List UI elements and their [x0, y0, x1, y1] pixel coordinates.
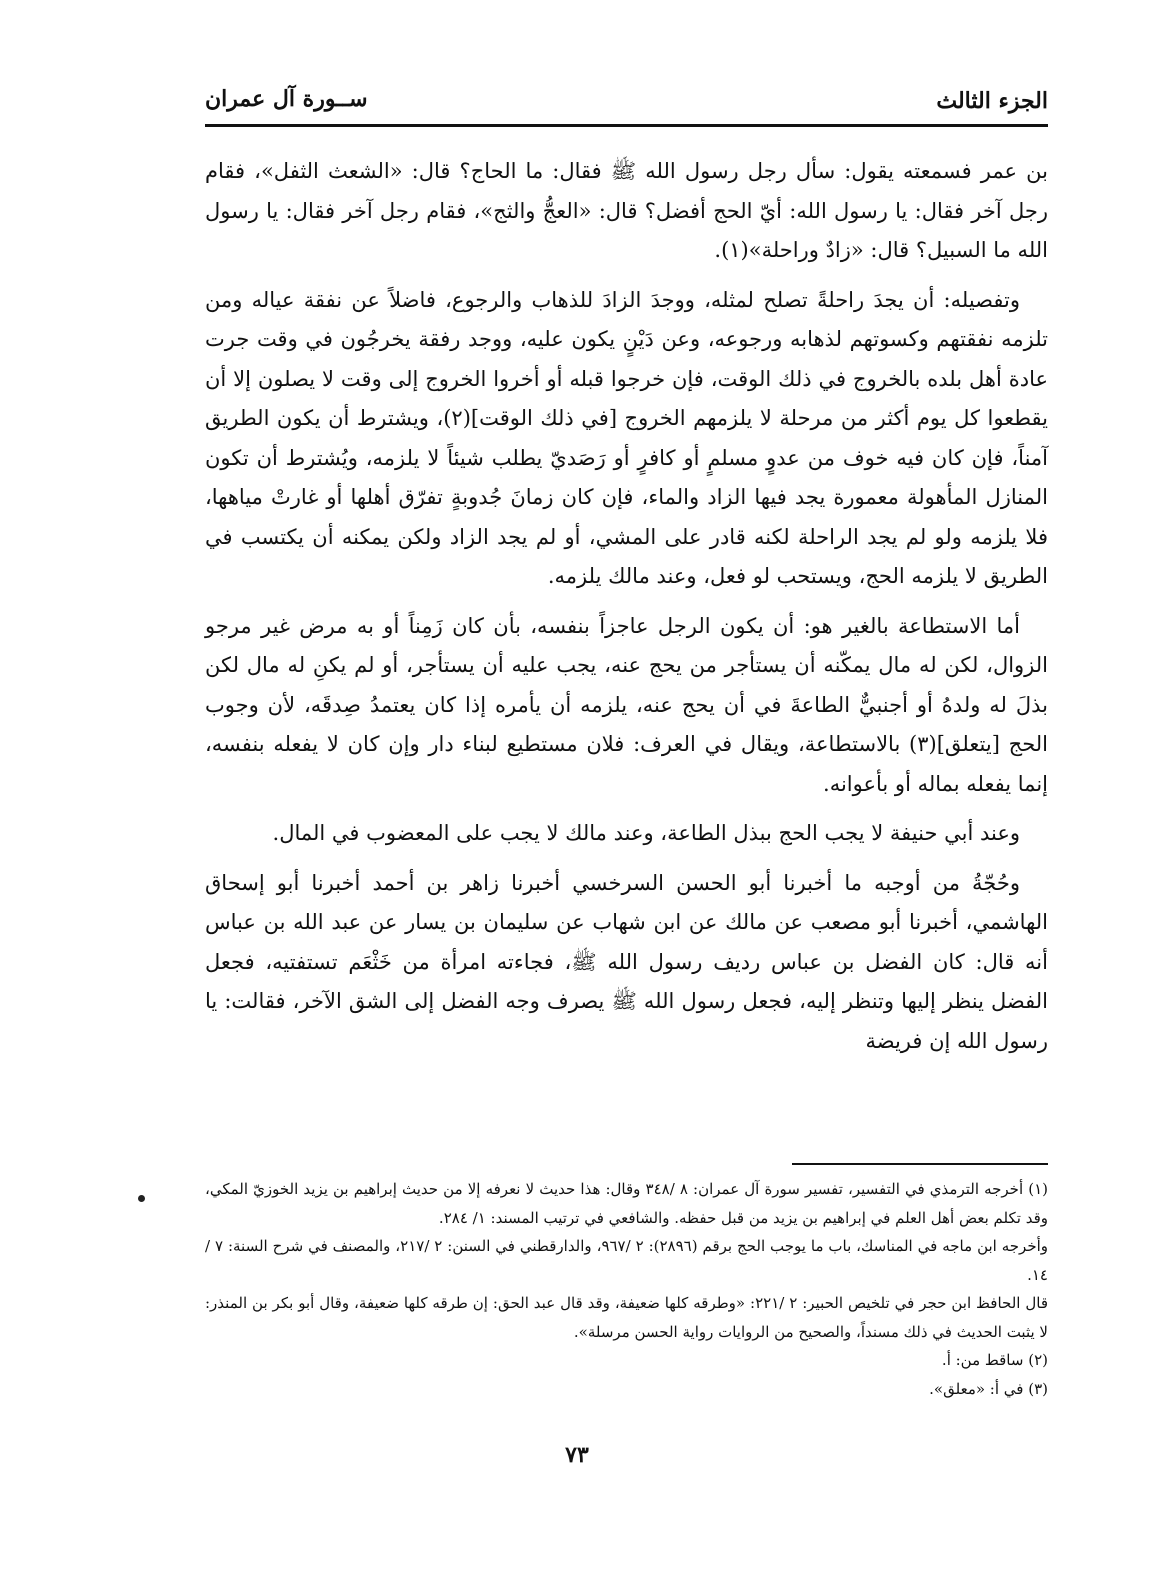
footnotes: [205, 1175, 1048, 1403]
footnote: وأخرجه ابن ماجه في المناسك، باب ما يوجب الحج برقم (٢٨٩٦): ٢ /٩٦٧، والدارقطني في السنن: ٢ /٢١٧، والمصنف في شرح السنة: ٧ /١٤.: [205, 1237, 1049, 1284]
scan-speck: [138, 1195, 145, 1202]
footnote-separator: [792, 1163, 1048, 1165]
surah-title: ســورة آل عمران: [205, 86, 368, 112]
page-number: ٧٣: [565, 1442, 589, 1468]
paragraph: وتفصيله: أن يجدَ راحلةً تصلح لمثله، ووجدَ الزادَ للذهاب والرجوع، فاضلاً عن نفقة عياله ومن تلزمه نفقتهم وكسوتهم لذهابه ورجوعه، وعن دَيْنٍ يكون عليه، ووجد رفقة يخرجُون في وقت جرت عادة أهل بلده بالخروج في ذلك الوقت، فإن خرجوا قبله أو أخروا الخروج إلى وقت لا يصلون إلا أن يقطعوا كل يوم أكثر من مرحلة لا يلزمهم الخروج [في ذلك الوقت](٢)، ويشترط أن يكون الطريق آمناً، فإن كان فيه خوف من عدوٍ مسلمٍ أو كافرٍ أو رَصَديّ يطلب شيئاً لا يلزمه، ويُشترط أن تكون المنازل المأهولة معمورة يجد فيها الزاد والماء، فإن كان زمانَ جُدوبةٍ تفرّق أهلها أو غارتْ مياهها، فلا يلزمه ولو لم يجد الراحلة لكنه قادر على المشي، أو لم يجد الزاد ولكن يمكنه أن يكتسب في الطريق لا يلزمه الحج، ويستحب لو فعل، وعند مالك يلزمه.: [205, 287, 1048, 588]
footnote: (٣) في أ: «معلق».: [929, 1379, 1048, 1398]
footnote: (١) أخرجه الترمذي في التفسير، تفسير سورة آل عمران: ٨ /٣٤٨ وقال: هذا حديث لا نعرفه إلا من حديث إبراهيم بن يزيد الخوزيّ المكي، وقد تكلم بعض أهل العلم في إبراهيم بن يزيد من قبل حفظه. والشافعي في ترتيب المسند: ١/ ٢٨٤.: [205, 1180, 1049, 1227]
paragraph: وحُجّةُ من أوجبه ما أخبرنا أبو الحسن السرخسي أخبرنا زاهر بن أحمد أخبرنا أبو إسحاق الهاشمي، أخبرنا أبو مصعب عن مالك عن ابن شهاب عن سليمان بن يسار عن عبد الله بن عباس أنه قال: كان الفضل بن عباس رديف رسول الله ﷺ، فجاءته امرأة من خَثْعَم تستفتيه، فجعل الفضل ينظر إليها وتنظر إليه، فجعل رسول الله ﷺ يصرف وجه الفضل إلى الشق الآخر، فقالت: يا رسول الله إن فريضة: [205, 870, 1048, 1053]
running-header: [205, 78, 1048, 124]
paragraph: وعند أبي حنيفة لا يجب الحج ببذل الطاعة، وعند مالك لا يجب على المعضوب في المال.: [272, 821, 1020, 845]
paragraph: أما الاستطاعة بالغير هو: أن يكون الرجل عاجزاً بنفسه، بأن كان زَمِناً أو به مرض غير مرجو الزوال، لكن له مال يمكّنه أن يستأجر من يحج عنه، يجب عليه أن يستأجر، أو لم يكنِ له مال لكن بذلَ له ولدهُ أو أجنبيٌّ الطاعةَ في أن يحج عنه، يلزمه أن يأمره إذا كان يعتمدُ صِدقَه، لأن وجوب الحج [يتعلق](٣) بالاستطاعة، ويقال في العرف: فلان مستطيع لبناء دار وإن كان لا يفعله بنفسه، إنما يفعله بماله أو بأعوانه.: [205, 613, 1048, 796]
header-rule: [205, 124, 1048, 127]
main-text: [205, 152, 1048, 1071]
part-title: الجزء الثالث: [936, 88, 1048, 114]
footnote: قال الحافظ ابن حجر في تلخيص الحبير: ٢ /٢٢١: «وطرقه كلها ضعيفة، وقد قال عبد الحق: إن طرقه كلها ضعيفة، وقال أبو بكر بن المنذر: لا يثبت الحديث في ذلك مسنداً، والصحيح من الروايات رواية الحسن مرسلة».: [205, 1294, 1048, 1341]
footnote: (٢) ساقط من: أ.: [941, 1351, 1048, 1369]
paragraph: بن عمر فسمعته يقول: سأل رجل رسول الله ﷺ فقال: ما الحاج؟ قال: «الشعث الثفل»، فقام رجل آخر فقال: يا رسول الله: أيّ الحج أفضل؟ قال: «العجُّ والثج»، فقام رجل آخر فقال: يا رسول الله ما السبيل؟ قال: «زادٌ وراحلة»(١).: [205, 159, 1048, 262]
